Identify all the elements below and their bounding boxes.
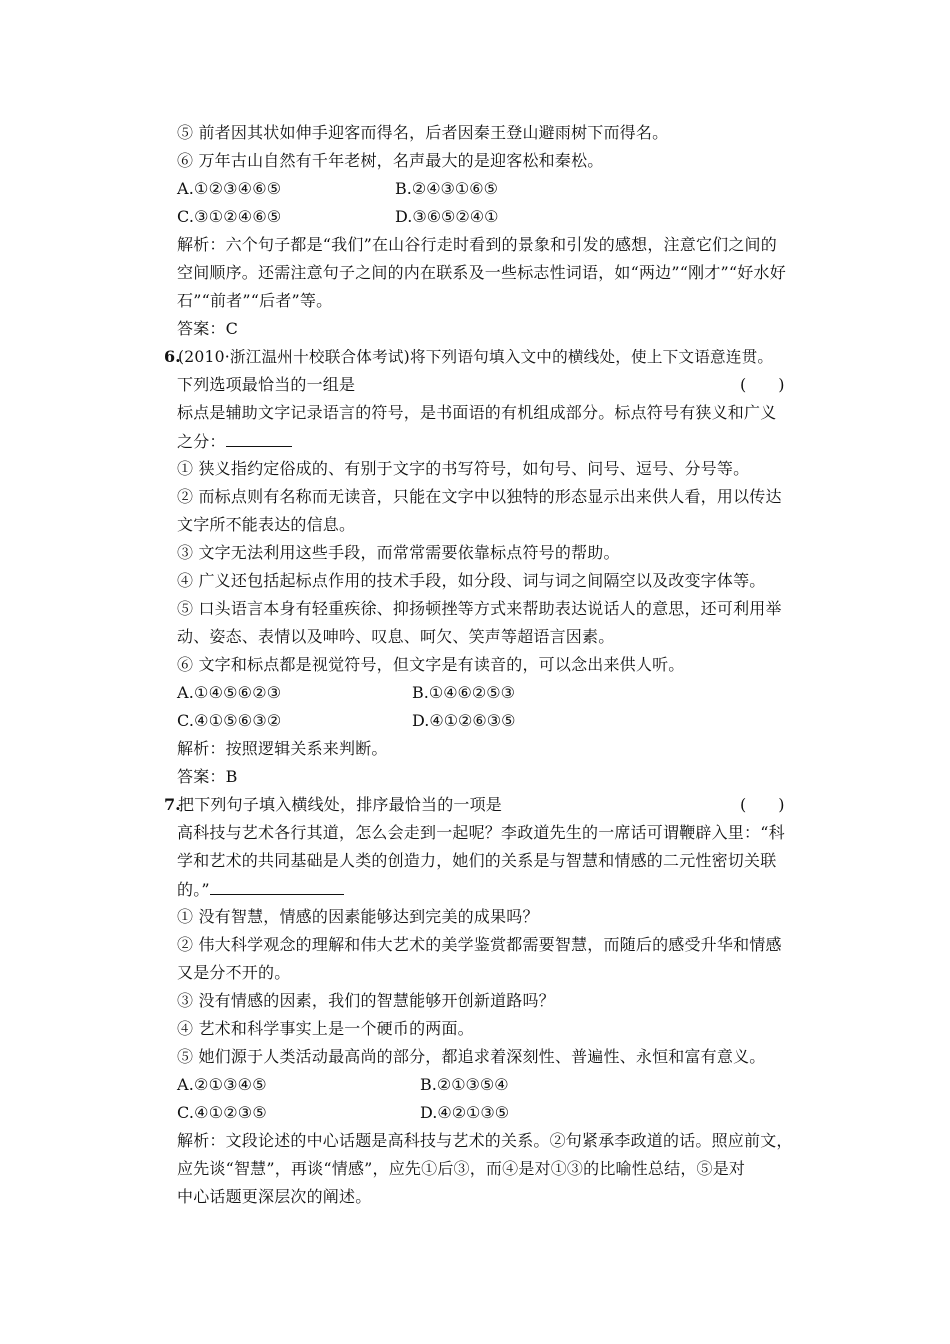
q7-item-1: ① 没有智慧，情感的因素能够达到完美的成果吗？ [177,907,539,926]
q7-answer-paren: ( ) [740,795,785,814]
q6-item-2a: ② 而标点则有名称而无读音，只能在文字中以独特的形态显示出来供人看，用以传达 [177,487,782,506]
q7-passage-line-3 [177,878,344,901]
q5-option-d: D.③⑥⑤②④① [395,207,499,226]
q7-analysis-line-2: 应先谈“智慧”，再谈“情感”，应先①后③，而④是对①③的比喻性总结，⑤是对 [177,1159,746,1178]
q6-title-line-2: 下列选项最恰当的一组是 [177,375,356,394]
q6-item-5b: 动、姿态、表情以及呻吟、叹息、呵欠、笑声等超语言因素。 [177,627,615,646]
fill-in-blank [226,430,292,447]
q5-option-c: C.③①②④⑥⑤ [177,207,282,226]
q6-item-4: ④ 广义还包括起标点作用的技术手段，如分段、词与词之间隔空以及改变字体等。 [177,571,766,590]
q6-passage-line-1: 标点是辅助文字记录语言的符号，是书面语的有机组成部分。标点符号有狭义和广义 [177,403,777,422]
q6-passage-text: 之分： [177,432,226,451]
q7-item-2b: 又是分不开的。 [177,963,291,982]
q7-title: 把下列句子填入横线处，排序最恰当的一项是 [178,795,503,814]
q6-answer: 答案：B [177,767,238,786]
q6-answer-paren: ( ) [740,375,785,394]
q6-analysis: 解析：按照逻辑关系来判断。 [177,739,388,758]
q6-item-2b: 文字所不能表达的信息。 [177,515,356,534]
q5-answer: 答案：C [177,319,239,338]
q6-option-d: D.④①②⑥③⑤ [412,711,516,730]
q7-option-c: C.④①②③⑤ [177,1103,267,1122]
q7-item-5: ⑤ 她们源于人类活动最高尚的部分，都追求着深刻性、普遍性、永恒和富有意义。 [177,1047,766,1066]
q7-passage-line-2: 学和艺术的共同基础是人类的创造力，她们的关系是与智慧和情感的二元性密切关联 [177,851,777,870]
q6-item-1: ① 狭义指约定俗成的、有别于文字的书写符号，如句号、问号、逗号、分号等。 [177,459,750,478]
q5-analysis-line-1: 解析：六个句子都是“我们”在山谷行走时看到的景象和引发的感想，注意它们之间的 [177,235,777,254]
q5-item-5: ⑤ 前者因其状如伸手迎客而得名，后者因秦王登山避雨树下而得名。 [177,123,669,142]
q6-passage-line-2 [177,430,292,453]
q7-analysis-line-1: 解析：文段论述的中心话题是高科技与艺术的关系。②句紧承李政道的话。照应前文， [177,1131,793,1150]
q6-option-a: A.①④⑤⑥②③ [177,683,282,702]
q5-analysis-line-3: 石”“前者”“后者”等。 [177,291,333,310]
q7-option-d: D.④②①③⑤ [420,1103,510,1122]
q6-number: 6. [164,347,181,366]
q7-item-3: ③ 没有情感的因素，我们的智慧能够开创新道路吗？ [177,991,555,1010]
q6-item-5a: ⑤ 口头语言本身有轻重疾徐、抑扬顿挫等方式来帮助表达说话人的意思，还可利用举 [177,599,782,618]
q7-passage-text: 的。” [177,880,210,899]
q7-item-4: ④ 艺术和科学事实上是一个硬币的两面。 [177,1019,474,1038]
q7-option-b: B.②①③⑤④ [420,1075,509,1094]
fill-in-blank [210,878,344,895]
q6-option-b: B.①④⑥②⑤③ [412,683,515,702]
q5-option-a: A.①②③④⑥⑤ [177,179,282,198]
q6-item-6: ⑥ 文字和标点都是视觉符号，但文字是有读音的，可以念出来供人听。 [177,655,685,674]
q7-analysis-line-3: 中心话题更深层次的阐述。 [177,1187,372,1206]
q6-option-c: C.④①⑤⑥③② [177,711,282,730]
q6-item-3: ③ 文字无法利用这些手段，而常常需要依靠标点符号的帮助。 [177,543,620,562]
q6-title-line-1: (2010·浙江温州十校联合体考试)将下列语句填入文中的横线处，使上下文语意连贯。 [178,348,774,366]
q5-item-6: ⑥ 万年古山自然有千年老树，名声最大的是迎客松和秦松。 [177,151,604,170]
q7-passage-line-1: 高科技与艺术各行其道，怎么会走到一起呢？李政道先生的一席话可谓鞭辟入里：“科 [177,823,785,842]
q5-option-b: B.②④③①⑥⑤ [395,179,498,198]
q5-analysis-line-2: 空间顺序。还需注意句子之间的内在联系及一些标志性词语，如“两边”“刚才”“好水好 [177,263,786,282]
q7-option-a: A.②①③④⑤ [177,1075,267,1094]
q7-item-2a: ② 伟大科学观念的理解和伟大艺术的美学鉴赏都需要智慧，而随后的感受升华和情感 [177,935,782,954]
q7-number: 7. [164,795,181,814]
